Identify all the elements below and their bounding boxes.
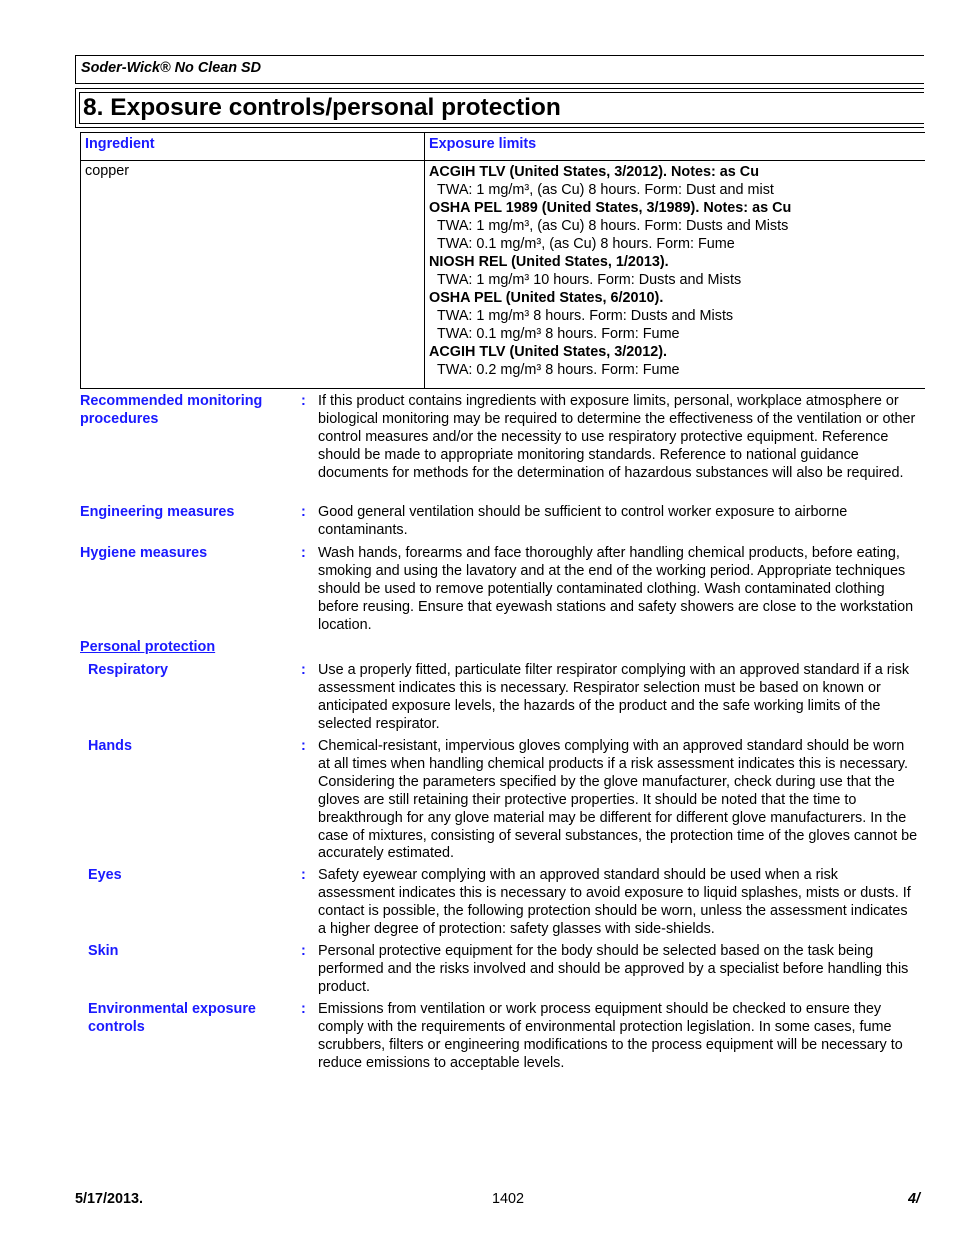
column-header-exposure-limits: Exposure limits xyxy=(425,133,925,161)
eyes-text: Safety eyewear complying with an approved standard should be used when a risk assessment indicates this is necessary to avoid exposure to liquid splashes, mists or dusts. If contact is possible, the following protection should be worn, unless the assessment indicates a higher degree of protection: safety glasses with side-shields. xyxy=(318,867,911,937)
column-header-ingredient: Ingredient xyxy=(81,133,425,161)
limit-value: TWA: 1 mg/m³, (as Cu) 8 hours. Form: Dust and mist xyxy=(437,182,774,198)
environmental-controls-label: Environmental exposure controls xyxy=(88,1001,256,1035)
hands-text: Chemical-resistant, impervious gloves complying with an approved standard should be worn at all times when handling chemical products if a risk assessment indicates this is necessary. Considering the parameters specified by the glove manufacturer, check during use that the gloves are still retaining their protective properties. It should be noted that the time to breakthrough for any glove material may be different for different glove manufacturers. In the case of mixtures, consisting of several substances, the protection time of the gloves cannot be accurately estimated. xyxy=(318,738,918,862)
respiratory-text: Use a properly fitted, particulate filter respirator complying with an approved standard if a risk assessment indicates this is necessary. Respirator selection must be based on known or anticipated exposure levels, the hazards of the product and the safe working limits of the selected respirator. xyxy=(318,662,910,732)
label-colon: : xyxy=(301,662,306,678)
limit-source: OSHA PEL 1989 (United States, 3/1989). Notes: as Cu xyxy=(429,200,792,216)
limit-value: TWA: 0.1 mg/m³, (as Cu) 8 hours. Form: Fume xyxy=(437,236,735,252)
section-heading-box xyxy=(75,88,924,128)
limit-value: TWA: 1 mg/m³ 8 hours. Form: Dusts and Mists xyxy=(437,308,734,324)
table-header-row xyxy=(81,133,925,161)
respiratory-label: Respiratory xyxy=(88,662,168,678)
label-colon: : xyxy=(301,504,306,520)
personal-protection-heading: Personal protection xyxy=(80,639,216,655)
eyes-label: Eyes xyxy=(88,867,122,883)
label-colon: : xyxy=(301,545,306,561)
exposure-limits-cell xyxy=(425,161,925,389)
ingredient-cell: copper xyxy=(81,161,425,389)
product-name: Soder-Wick® No Clean SD xyxy=(81,60,261,76)
skin-label: Skin xyxy=(88,943,119,959)
limit-source: NIOSH REL (United States, 1/2013). xyxy=(429,254,669,270)
table-row xyxy=(81,161,925,389)
limit-source: ACGIH TLV (United States, 3/2012). xyxy=(429,344,668,360)
hands-label: Hands xyxy=(88,738,132,754)
limit-source: ACGIH TLV (United States, 3/2012). Notes: as Cu xyxy=(429,164,759,180)
hygiene-measures-text: Wash hands, forearms and face thoroughly after handling chemical products, before eating, smoking and using the lavatory and at the end of the working period. Appropriate techniques should be used to remove potentially contaminated clothing. Wash contaminated clothing before reusing. Ensure that eyewash stations and safety showers are close to the workstation location. xyxy=(318,545,914,633)
limit-value: TWA: 0.1 mg/m³ 8 hours. Form: Fume xyxy=(437,326,680,342)
label-colon: : xyxy=(301,943,306,959)
engineering-measures-label: Engineering measures xyxy=(80,504,235,520)
hygiene-measures-label: Hygiene measures xyxy=(80,545,208,561)
section-title: 8. Exposure controls/personal protection xyxy=(79,92,924,124)
exposure-limits-table xyxy=(80,132,925,389)
environmental-controls-text: Emissions from ventilation or work process equipment should be checked to ensure they comply with the requirements of environmental protection legislation. In some cases, fume scrubbers, filters or engineering modifications to the process equipment will be necessary to reduce emissions to acceptable levels. xyxy=(318,1001,903,1071)
monitoring-procedures-label: Recommended monitoring procedures xyxy=(80,393,263,427)
limit-value: TWA: 0.2 mg/m³ 8 hours. Form: Fume xyxy=(437,362,680,378)
footer-page-number: 4/ xyxy=(908,1191,921,1207)
limit-value: TWA: 1 mg/m³, (as Cu) 8 hours. Form: Dusts and Mists xyxy=(437,218,789,234)
label-colon: : xyxy=(301,393,306,409)
footer-code: 1402 xyxy=(492,1191,525,1207)
footer-date: 5/17/2013. xyxy=(75,1191,144,1207)
engineering-measures-text: Good general ventilation should be sufficient to control worker exposure to airborne contaminants. xyxy=(318,504,848,538)
limit-value: TWA: 1 mg/m³ 10 hours. Form: Dusts and Mists xyxy=(437,272,742,288)
label-colon: : xyxy=(301,1001,306,1017)
label-colon: : xyxy=(301,867,306,883)
skin-text: Personal protective equipment for the body should be selected based on the task being performed and the risks involved and should be approved by a specialist before handling this product. xyxy=(318,943,909,995)
monitoring-procedures-text: If this product contains ingredients with exposure limits, personal, workplace atmosphere or biological monitoring may be required to determine the effectiveness of the ventilation or other control measures and/or the necessity to use respiratory protective equipment. Reference should be made to appropriate monitoring standards. Reference to national guidance documents for methods for the determination of hazardous substances will also be required. xyxy=(318,393,916,481)
limit-source: OSHA PEL (United States, 6/2010). xyxy=(429,290,664,306)
label-colon: : xyxy=(301,738,306,754)
document-header xyxy=(75,55,924,84)
